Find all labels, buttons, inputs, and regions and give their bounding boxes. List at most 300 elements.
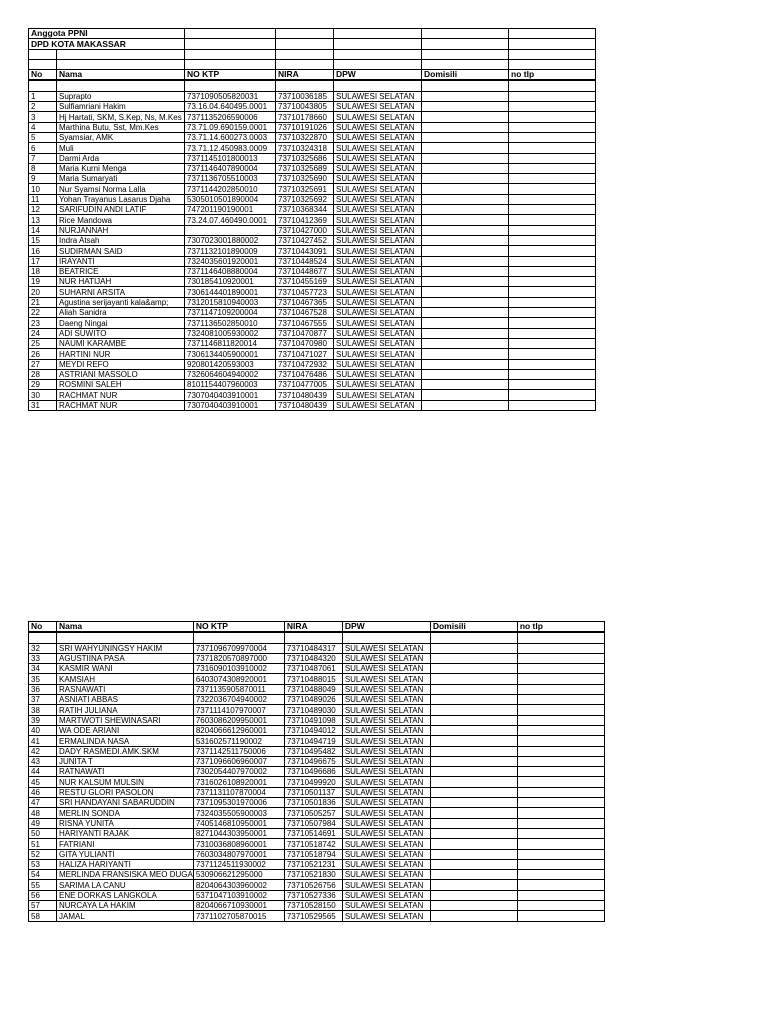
cell-nama: BEATRICE bbox=[57, 266, 185, 276]
cell-nama: ERMALINDA NASA bbox=[57, 736, 194, 746]
cell-nama: NURJANNAH bbox=[57, 225, 185, 235]
table-row bbox=[29, 163, 596, 173]
cell-no: 30 bbox=[29, 390, 57, 400]
cell-tlp bbox=[517, 746, 604, 756]
cell-no: 26 bbox=[29, 349, 57, 359]
cell-tlp bbox=[509, 318, 596, 328]
cell-dpw: SULAWESI SELATAN bbox=[342, 839, 430, 849]
cell-dpw: SULAWESI SELATAN bbox=[334, 266, 422, 276]
cell-dpw: SULAWESI SELATAN bbox=[334, 246, 422, 256]
cell-nama: NUR HATIJAH bbox=[57, 277, 185, 287]
cell-tlp bbox=[517, 890, 604, 900]
cell-ktp: 7603086209950001 bbox=[193, 715, 284, 725]
table-row bbox=[29, 715, 605, 725]
cell-domisili bbox=[422, 112, 509, 122]
cell-domisili bbox=[422, 390, 509, 400]
cell-ktp: 7306144401890001 bbox=[185, 287, 276, 297]
cell-domisili bbox=[430, 859, 517, 869]
header-ktp: NO KTP bbox=[193, 622, 284, 633]
cell-ktp: 8204066612960001 bbox=[193, 725, 284, 735]
cell-domisili bbox=[422, 132, 509, 142]
cell-ktp: 7326064604940002 bbox=[185, 369, 276, 379]
cell-nama: Maria Kurni Menga bbox=[57, 163, 185, 173]
cell-nira: 73710455169 bbox=[276, 277, 334, 287]
cell-nira: 73710325690 bbox=[276, 174, 334, 184]
table-row bbox=[29, 184, 596, 194]
table-row bbox=[29, 287, 596, 297]
cell-ktp: 7371135206590006 bbox=[185, 112, 276, 122]
cell-nama: RISNA YUNITA bbox=[57, 818, 194, 828]
cell-domisili bbox=[430, 736, 517, 746]
cell-nira: 73710477005 bbox=[276, 380, 334, 390]
cell-dpw: SULAWESI SELATAN bbox=[334, 163, 422, 173]
cell-tlp bbox=[509, 194, 596, 204]
cell-nira: 73710488049 bbox=[284, 684, 342, 694]
cell-domisili bbox=[430, 890, 517, 900]
cell-dpw: SULAWESI SELATAN bbox=[342, 798, 430, 808]
cell-nira: 73710471027 bbox=[276, 349, 334, 359]
member-table-section-1 bbox=[28, 28, 596, 411]
cell-no: 57 bbox=[29, 901, 57, 911]
cell-ktp: 7371090505820031 bbox=[185, 91, 276, 101]
cell-nama: SUHARNI ARSITA bbox=[57, 287, 185, 297]
cell-nira: 73710467555 bbox=[276, 318, 334, 328]
table-row bbox=[29, 153, 596, 163]
cell-nama: SARIFUDIN ANDI LATIF bbox=[57, 205, 185, 215]
cell-dpw: SULAWESI SELATAN bbox=[334, 112, 422, 122]
cell-ktp: 7371142511750006 bbox=[193, 746, 284, 756]
cell-tlp bbox=[517, 828, 604, 838]
cell-dpw: SULAWESI SELATAN bbox=[342, 787, 430, 797]
cell-no: 53 bbox=[29, 859, 57, 869]
cell-nama: NUR KALSUM MULSIN bbox=[57, 777, 194, 787]
cell-no: 18 bbox=[29, 266, 57, 276]
cell-dpw: SULAWESI SELATAN bbox=[334, 338, 422, 348]
table-row bbox=[29, 695, 605, 705]
cell-nira: 73710529565 bbox=[284, 911, 342, 921]
cell-tlp bbox=[517, 643, 604, 653]
cell-tlp bbox=[509, 277, 596, 287]
table-row bbox=[29, 277, 596, 287]
cell-dpw: SULAWESI SELATAN bbox=[342, 674, 430, 684]
cell-dpw: SULAWESI SELATAN bbox=[342, 890, 430, 900]
cell-tlp bbox=[509, 163, 596, 173]
cell-tlp bbox=[509, 349, 596, 359]
cell-ktp: 7312015810940003 bbox=[185, 297, 276, 307]
cell-domisili bbox=[422, 359, 509, 369]
table-row bbox=[29, 859, 605, 869]
cell-ktp: 7307023001880002 bbox=[185, 235, 276, 245]
cell-ktp: 7371820570897000 bbox=[193, 653, 284, 663]
cell-ktp: 7371146407890004 bbox=[185, 163, 276, 173]
cell-no: 34 bbox=[29, 664, 57, 674]
cell-domisili bbox=[422, 102, 509, 112]
cell-tlp bbox=[509, 153, 596, 163]
cell-nira: 73710491098 bbox=[284, 715, 342, 725]
cell-tlp bbox=[509, 256, 596, 266]
table-row bbox=[29, 246, 596, 256]
cell-no: 39 bbox=[29, 715, 57, 725]
table-row bbox=[29, 664, 605, 674]
table-row bbox=[29, 359, 596, 369]
cell-dpw: SULAWESI SELATAN bbox=[342, 767, 430, 777]
cell-tlp bbox=[509, 184, 596, 194]
sheet-subtitle: DPD KOTA MAKASSAR bbox=[29, 39, 185, 49]
cell-ktp: 6403074308920001 bbox=[193, 674, 284, 684]
cell-ktp: 7603034807970001 bbox=[193, 849, 284, 859]
cell-no: 9 bbox=[29, 174, 57, 184]
cell-nira: 73710494719 bbox=[284, 736, 342, 746]
table-row bbox=[29, 102, 596, 112]
cell-dpw: SULAWESI SELATAN bbox=[342, 828, 430, 838]
cell-nama: Nur Syamsi Norma Lalla bbox=[57, 184, 185, 194]
cell-dpw: SULAWESI SELATAN bbox=[342, 849, 430, 859]
cell-domisili bbox=[430, 684, 517, 694]
cell-dpw: SULAWESI SELATAN bbox=[342, 818, 430, 828]
cell-tlp bbox=[509, 143, 596, 153]
cell-nira: 73710322870 bbox=[276, 132, 334, 142]
table-row bbox=[29, 235, 596, 245]
cell-nira: 73710495482 bbox=[284, 746, 342, 756]
cell-ktp: 5305010501890004 bbox=[185, 194, 276, 204]
cell-nama: RATNAWATI bbox=[57, 767, 194, 777]
cell-ktp: 7371146811820014 bbox=[185, 338, 276, 348]
cell-dpw: SULAWESI SELATAN bbox=[342, 695, 430, 705]
cell-ktp: 7322036704940002 bbox=[193, 695, 284, 705]
cell-nira: 73710470980 bbox=[276, 338, 334, 348]
cell-ktp: 73.24.07.460490.0001 bbox=[185, 215, 276, 225]
cell-nira: 73710487061 bbox=[284, 664, 342, 674]
table-row bbox=[29, 338, 596, 348]
cell-tlp bbox=[509, 246, 596, 256]
table-row bbox=[29, 349, 596, 359]
header-ktp: NO KTP bbox=[185, 70, 276, 81]
cell-nama: NURCAYA LA HAKIM bbox=[57, 901, 194, 911]
cell-domisili bbox=[422, 266, 509, 276]
cell-nama: SRI WAHYUNINGSY HAKIM bbox=[57, 643, 194, 653]
cell-no: 36 bbox=[29, 684, 57, 694]
cell-nira: 73710448524 bbox=[276, 256, 334, 266]
cell-nira: 73710518742 bbox=[284, 839, 342, 849]
table-row bbox=[29, 808, 605, 818]
cell-domisili bbox=[422, 184, 509, 194]
cell-dpw: SULAWESI SELATAN bbox=[334, 369, 422, 379]
cell-ktp: 7371136705510003 bbox=[185, 174, 276, 184]
cell-tlp bbox=[509, 297, 596, 307]
cell-domisili bbox=[422, 277, 509, 287]
cell-nama: MERLIN SONDA bbox=[57, 808, 194, 818]
header-nira: NIRA bbox=[276, 70, 334, 81]
cell-no: 17 bbox=[29, 256, 57, 266]
cell-domisili bbox=[422, 338, 509, 348]
cell-no: 54 bbox=[29, 870, 57, 880]
cell-ktp: 7306134405900001 bbox=[185, 349, 276, 359]
cell-dpw: SULAWESI SELATAN bbox=[334, 359, 422, 369]
cell-dpw: SULAWESI SELATAN bbox=[342, 880, 430, 890]
cell-tlp bbox=[517, 849, 604, 859]
cell-dpw: SULAWESI SELATAN bbox=[342, 643, 430, 653]
cell-nira: 73710036185 bbox=[276, 91, 334, 101]
cell-ktp: 531602571190002 bbox=[193, 736, 284, 746]
cell-no: 19 bbox=[29, 277, 57, 287]
cell-no: 47 bbox=[29, 798, 57, 808]
cell-no: 29 bbox=[29, 380, 57, 390]
cell-no: 28 bbox=[29, 369, 57, 379]
cell-nira: 73710489026 bbox=[284, 695, 342, 705]
cell-no: 32 bbox=[29, 643, 57, 653]
cell-nira: 73710467365 bbox=[276, 297, 334, 307]
member-table-section-2 bbox=[28, 621, 605, 922]
cell-tlp bbox=[517, 705, 604, 715]
cell-nama: Syamsiar, AMK bbox=[57, 132, 185, 142]
cell-tlp bbox=[517, 684, 604, 694]
cell-nama: HALIZA HARIYANTI bbox=[57, 859, 194, 869]
table-row bbox=[29, 225, 596, 235]
cell-nama: ROSMINI SALEH bbox=[57, 380, 185, 390]
table-row bbox=[29, 870, 605, 880]
cell-ktp: 7371114107970007 bbox=[193, 705, 284, 715]
cell-tlp bbox=[509, 328, 596, 338]
cell-no: 21 bbox=[29, 297, 57, 307]
cell-no: 8 bbox=[29, 163, 57, 173]
cell-tlp bbox=[509, 112, 596, 122]
cell-dpw: SULAWESI SELATAN bbox=[342, 808, 430, 818]
table-row bbox=[29, 215, 596, 225]
cell-nira: 73710443091 bbox=[276, 246, 334, 256]
cell-dpw: SULAWESI SELATAN bbox=[334, 277, 422, 287]
cell-nama: KAMSIAH bbox=[57, 674, 194, 684]
cell-nama: RASNAWATI bbox=[57, 684, 194, 694]
cell-nama: KASMIR WANI bbox=[57, 664, 194, 674]
cell-dpw: SULAWESI SELATAN bbox=[342, 756, 430, 766]
cell-dpw: SULAWESI SELATAN bbox=[342, 715, 430, 725]
cell-tlp bbox=[517, 767, 604, 777]
table-row bbox=[29, 890, 605, 900]
cell-nira: 73710499920 bbox=[284, 777, 342, 787]
table-row bbox=[29, 756, 605, 766]
cell-ktp: 7405146810950001 bbox=[193, 818, 284, 828]
cell-tlp bbox=[517, 653, 604, 663]
cell-ktp: 7310036808960001 bbox=[193, 839, 284, 849]
cell-ktp: 73.71.14.600273.0003 bbox=[185, 132, 276, 142]
cell-domisili bbox=[422, 174, 509, 184]
cell-tlp bbox=[509, 338, 596, 348]
table-row bbox=[29, 777, 605, 787]
cell-tlp bbox=[509, 287, 596, 297]
cell-dpw: SULAWESI SELATAN bbox=[334, 184, 422, 194]
cell-nira: 73710324318 bbox=[276, 143, 334, 153]
table-row bbox=[29, 674, 605, 684]
cell-no: 3 bbox=[29, 112, 57, 122]
table-row bbox=[29, 318, 596, 328]
cell-nama: Daeng Ningai bbox=[57, 318, 185, 328]
cell-ktp: 7371145101800013 bbox=[185, 153, 276, 163]
cell-domisili bbox=[422, 225, 509, 235]
cell-nama: Indra Atsah bbox=[57, 235, 185, 245]
table-row bbox=[29, 653, 605, 663]
cell-dpw: SULAWESI SELATAN bbox=[334, 235, 422, 245]
table-row bbox=[29, 839, 605, 849]
cell-domisili bbox=[422, 400, 509, 410]
cell-nira: 73710480439 bbox=[276, 400, 334, 410]
header-tlp: no tlp bbox=[509, 70, 596, 81]
table-row bbox=[29, 143, 596, 153]
cell-tlp bbox=[509, 380, 596, 390]
header-dpw: DPW bbox=[342, 622, 430, 633]
cell-no: 31 bbox=[29, 400, 57, 410]
cell-nama: RACHMAT NUR bbox=[57, 390, 185, 400]
cell-dpw: SULAWESI SELATAN bbox=[342, 777, 430, 787]
cell-domisili bbox=[422, 287, 509, 297]
cell-ktp: 7371096606960007 bbox=[193, 756, 284, 766]
cell-nama: NAUMI KARAMBE bbox=[57, 338, 185, 348]
cell-domisili bbox=[422, 246, 509, 256]
table-row bbox=[29, 787, 605, 797]
cell-ktp: 730185410920001 bbox=[185, 277, 276, 287]
cell-ktp: 7371132101890009 bbox=[185, 246, 276, 256]
cell-nama: MARTWOTI SHEWINASARI bbox=[57, 715, 194, 725]
table-row bbox=[29, 390, 596, 400]
cell-domisili bbox=[430, 705, 517, 715]
cell-dpw: SULAWESI SELATAN bbox=[334, 91, 422, 101]
cell-nira: 73710427452 bbox=[276, 235, 334, 245]
cell-nira: 73710480439 bbox=[276, 390, 334, 400]
cell-nira: 73710467528 bbox=[276, 308, 334, 318]
cell-ktp: 7302054407970002 bbox=[193, 767, 284, 777]
cell-nama: MEYDI REFO bbox=[57, 359, 185, 369]
table-row bbox=[29, 266, 596, 276]
cell-domisili bbox=[430, 798, 517, 808]
table-row bbox=[29, 911, 605, 921]
cell-nira: 73710484317 bbox=[284, 643, 342, 653]
cell-dpw: SULAWESI SELATAN bbox=[342, 901, 430, 911]
cell-nama: RESTU GLORI PASOLON bbox=[57, 787, 194, 797]
cell-domisili bbox=[430, 756, 517, 766]
cell-nama: MERLINDA FRANSISKA MEO DUGA bbox=[57, 870, 194, 880]
cell-ktp: 7324035601920001 bbox=[185, 256, 276, 266]
cell-dpw: SULAWESI SELATAN bbox=[334, 318, 422, 328]
cell-domisili bbox=[430, 643, 517, 653]
cell-dpw: SULAWESI SELATAN bbox=[334, 205, 422, 215]
cell-dpw: SULAWESI SELATAN bbox=[334, 215, 422, 225]
header-tlp: no tlp bbox=[517, 622, 604, 633]
header-domisili: Domisili bbox=[430, 622, 517, 633]
cell-tlp bbox=[509, 132, 596, 142]
cell-nira: 73710518794 bbox=[284, 849, 342, 859]
cell-domisili bbox=[430, 695, 517, 705]
cell-tlp bbox=[509, 308, 596, 318]
cell-tlp bbox=[517, 911, 604, 921]
table-row bbox=[29, 798, 605, 808]
table-row bbox=[29, 828, 605, 838]
cell-no: 14 bbox=[29, 225, 57, 235]
cell-no: 48 bbox=[29, 808, 57, 818]
cell-domisili bbox=[422, 235, 509, 245]
cell-nama: JAMAL bbox=[57, 911, 194, 921]
table-row bbox=[29, 308, 596, 318]
cell-ktp: 7324035505900003 bbox=[193, 808, 284, 818]
cell-no: 24 bbox=[29, 328, 57, 338]
header-no: No bbox=[29, 622, 57, 633]
cell-nama: Yohan Trayanus Lasarus Djaha bbox=[57, 194, 185, 204]
cell-no: 4 bbox=[29, 122, 57, 132]
table-row bbox=[29, 369, 596, 379]
cell-dpw: SULAWESI SELATAN bbox=[334, 349, 422, 359]
cell-nira: 73710507984 bbox=[284, 818, 342, 828]
cell-ktp: 8204066710930001 bbox=[193, 901, 284, 911]
table-row bbox=[29, 205, 596, 215]
cell-nama: Hj Hartati, SKM, S.Kep, Ns, M.Kes bbox=[57, 112, 185, 122]
cell-dpw: SULAWESI SELATAN bbox=[334, 256, 422, 266]
cell-nama: Darmi Arda bbox=[57, 153, 185, 163]
table-row bbox=[29, 725, 605, 735]
table-row bbox=[29, 849, 605, 859]
cell-no: 13 bbox=[29, 215, 57, 225]
cell-nama: AGUSTIINA PASA bbox=[57, 653, 194, 663]
cell-ktp: 7371124511930002 bbox=[193, 859, 284, 869]
cell-dpw: SULAWESI SELATAN bbox=[334, 390, 422, 400]
cell-ktp: 530906621295000 bbox=[193, 870, 284, 880]
cell-nira: 73710489030 bbox=[284, 705, 342, 715]
cell-no: 1 bbox=[29, 91, 57, 101]
cell-nira: 73710427000 bbox=[276, 225, 334, 235]
cell-tlp bbox=[517, 674, 604, 684]
cell-tlp bbox=[517, 870, 604, 880]
cell-domisili bbox=[430, 715, 517, 725]
cell-dpw: SULAWESI SELATAN bbox=[342, 746, 430, 756]
cell-tlp bbox=[517, 664, 604, 674]
cell-dpw: SULAWESI SELATAN bbox=[334, 308, 422, 318]
cell-nama: GITA YULIANTI bbox=[57, 849, 194, 859]
cell-nira: 73710191026 bbox=[276, 122, 334, 132]
cell-no: 6 bbox=[29, 143, 57, 153]
cell-nira: 73710528150 bbox=[284, 901, 342, 911]
cell-tlp bbox=[509, 225, 596, 235]
cell-dpw: SULAWESI SELATAN bbox=[334, 225, 422, 235]
cell-domisili bbox=[430, 787, 517, 797]
cell-nira: 73710472932 bbox=[276, 359, 334, 369]
cell-nama: ENE DORKAS LANGKOLA bbox=[57, 890, 194, 900]
cell-nira: 73710526756 bbox=[284, 880, 342, 890]
cell-tlp bbox=[509, 102, 596, 112]
cell-ktp: 747201190190001 bbox=[185, 205, 276, 215]
cell-domisili bbox=[430, 664, 517, 674]
cell-tlp bbox=[509, 266, 596, 276]
cell-tlp bbox=[509, 400, 596, 410]
cell-no: 43 bbox=[29, 756, 57, 766]
cell-no: 56 bbox=[29, 890, 57, 900]
cell-dpw: SULAWESI SELATAN bbox=[342, 859, 430, 869]
table-row bbox=[29, 880, 605, 890]
cell-no: 12 bbox=[29, 205, 57, 215]
cell-tlp bbox=[509, 122, 596, 132]
cell-tlp bbox=[517, 808, 604, 818]
cell-tlp bbox=[517, 839, 604, 849]
table-row bbox=[29, 400, 596, 410]
cell-tlp bbox=[517, 859, 604, 869]
cell-tlp bbox=[517, 901, 604, 911]
cell-dpw: SULAWESI SELATAN bbox=[334, 380, 422, 390]
cell-no: 40 bbox=[29, 725, 57, 735]
cell-no: 15 bbox=[29, 235, 57, 245]
cell-domisili bbox=[430, 911, 517, 921]
cell-dpw: SULAWESI SELATAN bbox=[342, 911, 430, 921]
header-row bbox=[29, 70, 596, 81]
cell-dpw: SULAWESI SELATAN bbox=[342, 870, 430, 880]
cell-ktp: 7324081005930002 bbox=[185, 328, 276, 338]
cell-nira: 73710325686 bbox=[276, 153, 334, 163]
header-no: No bbox=[29, 70, 57, 81]
